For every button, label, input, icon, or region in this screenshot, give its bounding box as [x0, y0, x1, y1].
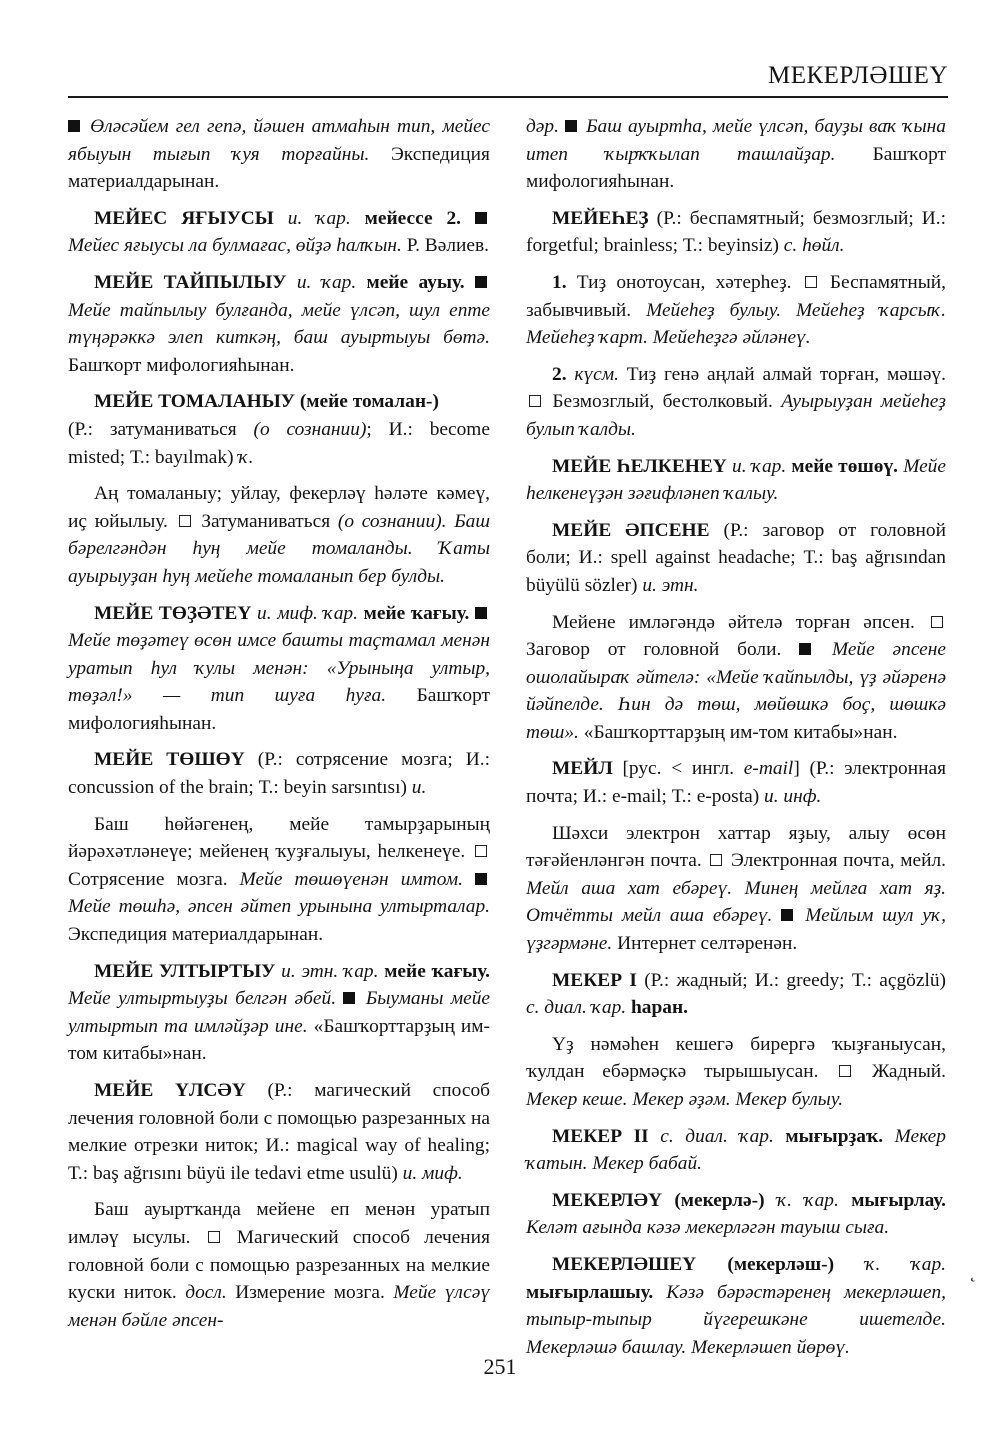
left-column — [68, 113, 490, 1343]
sense-number: 2. — [552, 363, 567, 385]
example-text: Мейе ултыртыуҙы белгән әбей. — [68, 988, 337, 1010]
example-text: Быуманы мейе ултыртып та имләйҙәр ине. — [68, 988, 490, 1037]
headword: МЕЙЕ ТӨҘӘТЕҮ — [94, 602, 252, 624]
example-text: Мейе тайпылыу булғанда, мейе үлсәп, шул епте түңәрәккә элеп киткәң, баш ауыртыуы бөтә. — [68, 299, 490, 349]
entry — [526, 205, 946, 260]
entry — [68, 388, 490, 471]
russian-marker-icon — [529, 395, 541, 407]
part-of-speech: и. инф. — [764, 786, 822, 808]
headword: МЕЙЕҺЕҘ — [552, 207, 649, 229]
grammar-marks: и. ҡар. — [296, 271, 357, 293]
example-text: Мейеһеҙ булыу. Мейеһеҙ ҡарсыҡ. Мейеһеҙ ҡарт. Мейеһеҙгә әйләнеү. — [526, 299, 946, 349]
entry — [526, 755, 946, 810]
translations: ; И.: become misted; Т.: bayılmak) — [68, 418, 490, 468]
definition-text: Тиҙ онотоусан, хәтерһеҙ. — [566, 271, 792, 293]
russian-equivalent: Сотрясение мозга. — [68, 868, 228, 890]
definition — [526, 820, 946, 958]
headword: МЕЙЛ — [552, 758, 613, 780]
example-marker-icon — [475, 607, 487, 619]
example-marker-icon — [565, 120, 577, 132]
grammar-marks: и. ҡар. — [287, 207, 351, 229]
russian-marker-icon — [839, 1065, 851, 1077]
headword: МЕКЕРЛӘШЕҮ — [552, 1253, 697, 1275]
grammar-marks: с. диал. ҡар. — [660, 1125, 774, 1147]
entry-continuation — [68, 113, 490, 196]
cross-reference: мейе ҡағыу. — [384, 960, 491, 982]
russian-note: (о сознании). — [337, 510, 447, 532]
part-of-speech: с. һөйл. — [783, 235, 845, 257]
entry — [68, 600, 490, 738]
russian-equivalent: Заговор от головной боли. — [526, 639, 782, 661]
entry — [526, 1123, 946, 1178]
grammar-marks: и. миф. ҡар. — [257, 602, 358, 624]
russian-equivalent: Затуманиваться — [201, 510, 331, 532]
part-of-speech: ҡ. — [238, 446, 254, 468]
part-of-speech: и. — [411, 777, 427, 799]
headword: МЕЙЕ ӘПСЕНЕ — [552, 519, 710, 541]
example-text: Мекер ҡатын. Мекер бабай. — [526, 1125, 946, 1175]
running-title: МЕКЕРЛӘШЕҮ — [767, 62, 948, 89]
source-text: Экспедиция материалдарынан. — [68, 924, 324, 946]
stem-form: (мекерлә-) — [674, 1189, 765, 1211]
entry — [526, 1251, 946, 1361]
entry — [526, 1187, 946, 1242]
example-text: Келәт ағында кәзә мекерләгән тауыш сыға. — [526, 1217, 890, 1239]
cross-reference: мейессе 2. — [364, 207, 462, 229]
definition-text: Үҙ нәмәһен кешегә бирергә ҡыҙғаныусан, ҡулдан ебәрмәҫкә тырышыусан. — [526, 1033, 946, 1083]
example-marker-icon — [781, 909, 793, 921]
translations: (Р.: сотрясение мозга; И.: concussion of the brain; Т.: beyin sarsıntısı) — [68, 749, 491, 799]
example-text: Мейе һелкенеүҙән зәғифләнеп ҡалыу. — [526, 455, 946, 505]
example-text: Мейе әпсене ошолайыраҡ әйтелә: «Мейе ҡайпылды, үҙ әйәренә йәйпелде. Һин дә төш, мөйөшкә боҫ, шөшкә төш». — [526, 639, 947, 743]
example-text: Мейл аша хат ебәреү. Минең мейлға хат яҙ. Отчётты мейл аша ебәреү. — [526, 877, 946, 927]
etymology: [рус. < ингл. — [612, 758, 744, 780]
headword: МЕЙЕ УЛТЫРТЫУ — [94, 960, 276, 982]
cross-reference: мейе ауыу. — [366, 271, 465, 293]
cross-reference: мығырҙаҡ. — [785, 1125, 884, 1147]
grammar-marks: и. ҡар. — [732, 455, 787, 477]
headword: МЕЙЕ ҺЕЛКЕНЕҮ — [552, 455, 727, 477]
margin-mark: ˛ — [970, 1262, 976, 1282]
example-text: Өләсәйем гел гenә, йәшен атмаһын тип, мейес ябыуын тығып ҡуя торғайны. — [68, 116, 490, 165]
cross-reference: мейе төшөү. — [791, 455, 898, 477]
entry — [526, 517, 946, 600]
source-text: Башҡорт мифологияһынан. — [68, 354, 295, 376]
cross-reference: мығырлау. — [851, 1189, 946, 1211]
entry — [68, 958, 490, 1068]
translations: ] (Р.: электронная почта; И.: e-mail; Т.: e-posta) — [526, 758, 946, 808]
etymology-word: e-mail — [743, 758, 794, 780]
grammar-marks: ҡ. ҡар. — [865, 1253, 946, 1275]
example-marker-icon — [799, 643, 811, 655]
cross-reference: һаран. — [630, 997, 688, 1019]
definition — [526, 609, 946, 747]
example-text: Мекер кеше. Мекер әҙәм. Мекер булыу. — [526, 1089, 844, 1110]
source-text: «Башҡорттарҙың им-том китабы»нан. — [583, 721, 898, 743]
example-marker-icon — [475, 873, 487, 885]
source-text: Башҡорт мифологияһынан. — [526, 143, 946, 193]
translations: (Р.: жадный; И.: greedy; Т.: açgözlü) — [636, 969, 947, 991]
page-number: 251 — [483, 1354, 517, 1379]
source-text: Башҡорт мифологияһынан. — [68, 685, 490, 734]
sense — [526, 361, 946, 444]
example-marker-icon — [475, 276, 487, 288]
example-text: Кәзә бәрәстәренең мекерләшеп, тыпыр-тыпыр йүгерешкәне ишетелде. Мекерләшә башлау. Мекерләшеп йөрөү. — [526, 1281, 946, 1358]
entry — [68, 1077, 490, 1187]
definition-text: Баш ауыртҡанда мейене еп менән уратып имләү ысулы. — [68, 1199, 490, 1248]
headword: МЕКЕРЛӘҮ — [552, 1189, 662, 1211]
translations: (Р.: беспамятный; безмозглый; И.: forgetful; brainless; Т.: beyinsiz) — [526, 207, 946, 257]
example-text: Мейес яғыусы ла булмағас, өйҙә һалҡын. — [68, 235, 402, 257]
example-marker-icon — [343, 992, 355, 1004]
entry — [68, 746, 490, 801]
example-marker-icon — [475, 212, 487, 224]
example-text: Мейлым шул уҡ, үҙгәрмәне. — [526, 905, 947, 955]
headword: МЕКЕР I — [552, 969, 637, 991]
entry — [68, 205, 490, 260]
headword: МЕЙЕ ТАЙПЫЛЫУ — [94, 271, 287, 293]
stem-form: (мекерләш-) — [727, 1253, 835, 1275]
cross-reference: мығырлашыу. — [526, 1281, 654, 1303]
running-header — [68, 56, 948, 98]
source-text: Экспедиция материалдарынан. — [68, 143, 490, 193]
russian-equivalent: Электронная почта, мейл. — [731, 850, 946, 872]
translation-note: (о сознании) — [253, 418, 367, 440]
part-of-speech: и. миф. — [402, 1162, 463, 1184]
usage-mark: досл. — [185, 1282, 227, 1304]
part-of-speech: с. диал. ҡар. — [526, 997, 627, 1019]
sense-number: 1. — [552, 271, 567, 293]
translations: (Р.: заговор от головной боли; И.: spell against headache; Т.: baş ağrısından büyülü sözler) — [526, 519, 946, 596]
source-text: «Башҡорттарҙың им-том китабы»нан. — [68, 1015, 491, 1065]
sense — [526, 269, 946, 352]
usage-mark: күсм. — [574, 363, 619, 385]
russian-equivalent: Беспамятный, забывчивый. — [526, 271, 946, 321]
definition — [68, 811, 490, 949]
headword: МЕЙЕ ТӨШӨҮ — [94, 749, 245, 771]
russian-equivalent: Измерение мозга. — [235, 1282, 385, 1304]
translations: (Р.: затуманиваться — [68, 418, 254, 440]
definition-text: Шәхси электрон хаттар яҙыу, алыу өсөн тәғәйенләнгән почта. — [526, 822, 946, 872]
headword: МЕКЕР II — [552, 1125, 649, 1147]
definition — [68, 1196, 490, 1334]
definition — [526, 1031, 946, 1114]
example-text: дәр. — [526, 116, 559, 137]
russian-equivalent: Магический способ лечения головной боли с помощью разрезанных на мелкие куски ниток. — [68, 1226, 490, 1304]
headword: МЕЙЕ ТОМАЛАНЫУ — [94, 391, 295, 413]
russian-marker-icon — [475, 845, 487, 857]
definition-text: Мейене имләгәндә әйтелә торған әпсен. — [552, 611, 915, 633]
russian-equivalent: Безмозглый, бестолковый. — [552, 391, 773, 413]
example-text: Мейе төшһә, әпсен әйтеп урынына ултырталар. — [68, 896, 490, 918]
russian-equivalent: Жадный. — [871, 1061, 946, 1083]
stem-form: (мейе томалан-) — [299, 391, 439, 413]
definition — [68, 480, 490, 590]
cross-reference: мейе ҡағыу. — [363, 602, 470, 624]
part-of-speech: и. этн. — [642, 574, 699, 596]
entry — [68, 269, 490, 379]
russian-marker-icon — [710, 854, 722, 866]
russian-marker-icon — [931, 616, 943, 628]
entry — [526, 967, 946, 1022]
grammar-marks: ҡ. ҡар. — [776, 1189, 839, 1211]
entry — [526, 453, 946, 508]
right-column — [526, 113, 946, 1370]
source-text: Интернет селтәренән. — [617, 933, 798, 955]
example-text: Мейе төҙәтеү өсөн имсе башты таҫтамал менән уратып һул ҡулы менән: «Урыныңа ултыр, төҙәл!» — тип шуға һуға. — [68, 630, 490, 707]
russian-marker-icon — [805, 276, 817, 288]
example-text: Ауырыуҙан мейеһеҙ булып ҡалды. — [526, 391, 946, 440]
example-text: Мейе үлсәү менән бәйле әпсен- — [68, 1282, 490, 1331]
translations: (Р.: магический способ лечения головной боли с помощью разрезанных на мелкие отрезки ниток; И.: magical way of healing; Т.: baş ağrısını büyü ile tedavi etme usulü) — [68, 1080, 491, 1184]
russian-marker-icon — [208, 1231, 220, 1243]
headword: МЕЙЕС ЯҒЫУСЫ — [94, 207, 274, 229]
definition-text: Баш һөйәгенең, мейе тамырҙарының йәрәхәтләнеүе; мейенең ҡуҙғалыуы, һелкенеүе. — [68, 813, 490, 863]
headword: МЕЙЕ ҮЛСӘҮ — [94, 1080, 246, 1101]
source-text: Р. Вәлиев. — [406, 235, 489, 257]
definition-text: Тиҙ генә аңлай алмай торған, мәшәү. — [626, 363, 946, 385]
example-text: Мейе төшөүенән имтом. — [239, 868, 463, 890]
example-marker-icon — [68, 120, 80, 132]
grammar-marks: и. этн. ҡар. — [281, 960, 379, 982]
example-text: Баш ауыртһа, мейе үлсәп, бауҙы ваҡ ҡына итеп ҡырҡҡылап ташлайҙар. — [526, 116, 946, 165]
russian-marker-icon — [179, 515, 191, 527]
example-text: Баш бәрелгәндән һуң мейе томаланды. Ҡаты ауырыуҙан һуң мейеһе томаланып бер булды. — [68, 510, 490, 587]
entry-continuation — [526, 113, 946, 196]
definition-text: Аң томаланыу; уйлау, фекерләү һәләте кәмеү, иҫ юйылыу. — [68, 483, 490, 532]
